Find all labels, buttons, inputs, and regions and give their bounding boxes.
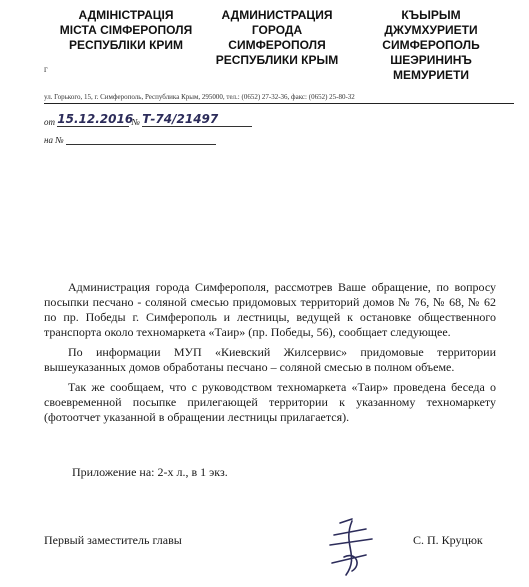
letterhead-line: ДЖУМХУРИЕТИ bbox=[384, 23, 478, 37]
margin-mark: г bbox=[44, 64, 48, 74]
reference-date-number bbox=[44, 112, 252, 127]
signatory-position: Первый заместитель главы bbox=[44, 533, 182, 547]
letterhead-line: ШЕЭРИНИНЪ bbox=[390, 53, 472, 67]
signatory-name: С. П. Круцюк bbox=[413, 533, 483, 547]
letterhead-line: КЪЫРЫМ bbox=[401, 8, 461, 22]
letterhead-line: СИМФЕРОПОЛЯ bbox=[228, 38, 326, 52]
from-label: от bbox=[44, 117, 55, 127]
letterhead-ukrainian bbox=[46, 8, 206, 53]
on-number-label: на № bbox=[44, 135, 64, 145]
letterhead-line: МЕМУРИЕТИ bbox=[392, 68, 470, 82]
letter-body bbox=[44, 280, 496, 430]
body-paragraph: Администрация города Симферополя, рассмотрев Ваше обращение, по вопросу посыпки песчано - соляной смесью придомовых территорий домов № 76, № 68, № 62 по пр. Победы г. Симферополь и лестницы, ведущей к остановке общественного транспорта около техномаркета «Таир» (пр. Победы, 56), сообщает следующее. bbox=[44, 280, 496, 339]
body-paragraph: По информации МУП «Киевский Жилсервис» придомовые территории вышеуказанных домов обработаны песчано – соляной смесью в полном объеме. bbox=[44, 345, 496, 374]
letterhead-crimean-tatar bbox=[366, 8, 496, 83]
handwritten-signature bbox=[322, 515, 382, 587]
letterhead-line: МІСТА СІМФЕРОПОЛЯ bbox=[59, 23, 193, 37]
letterhead-russian bbox=[212, 8, 342, 68]
handwritten-date: 15.12.2016 bbox=[57, 112, 134, 126]
body-paragraph: Так же сообщаем, что с руководством техномаркета «Таир» проведена беседа о своевременной посыпке прилегающей территории к указанному техномаркету (фотоотчет указанной в обращении лестницы прилагается). bbox=[44, 380, 496, 424]
number-label: № bbox=[131, 117, 140, 127]
letterhead-line: РЕСПУБЛІКИ КРИМ bbox=[68, 38, 184, 52]
letterhead-line: ГОРОДА bbox=[251, 23, 303, 37]
letterhead-line: АДМИНИСТРАЦИЯ bbox=[221, 8, 333, 22]
handwritten-number: Т-74/21497 bbox=[142, 112, 219, 126]
letterhead-address: ул. Горького, 15, г. Симферополь, Республика Крым, 295000, тел.: (0652) 27-32-36, факс: (0652) 25-80-32 bbox=[44, 93, 514, 104]
attachment-note: Приложение на: 2-х л., в 1 экз. bbox=[72, 465, 228, 479]
letterhead-line: СИМФЕРОПОЛЬ bbox=[382, 38, 480, 52]
letterhead-line: РЕСПУБЛИКИ КРЫМ bbox=[215, 53, 339, 67]
letterhead-line: АДМІНІСТРАЦІЯ bbox=[78, 8, 174, 22]
reference-on-number bbox=[44, 134, 216, 145]
